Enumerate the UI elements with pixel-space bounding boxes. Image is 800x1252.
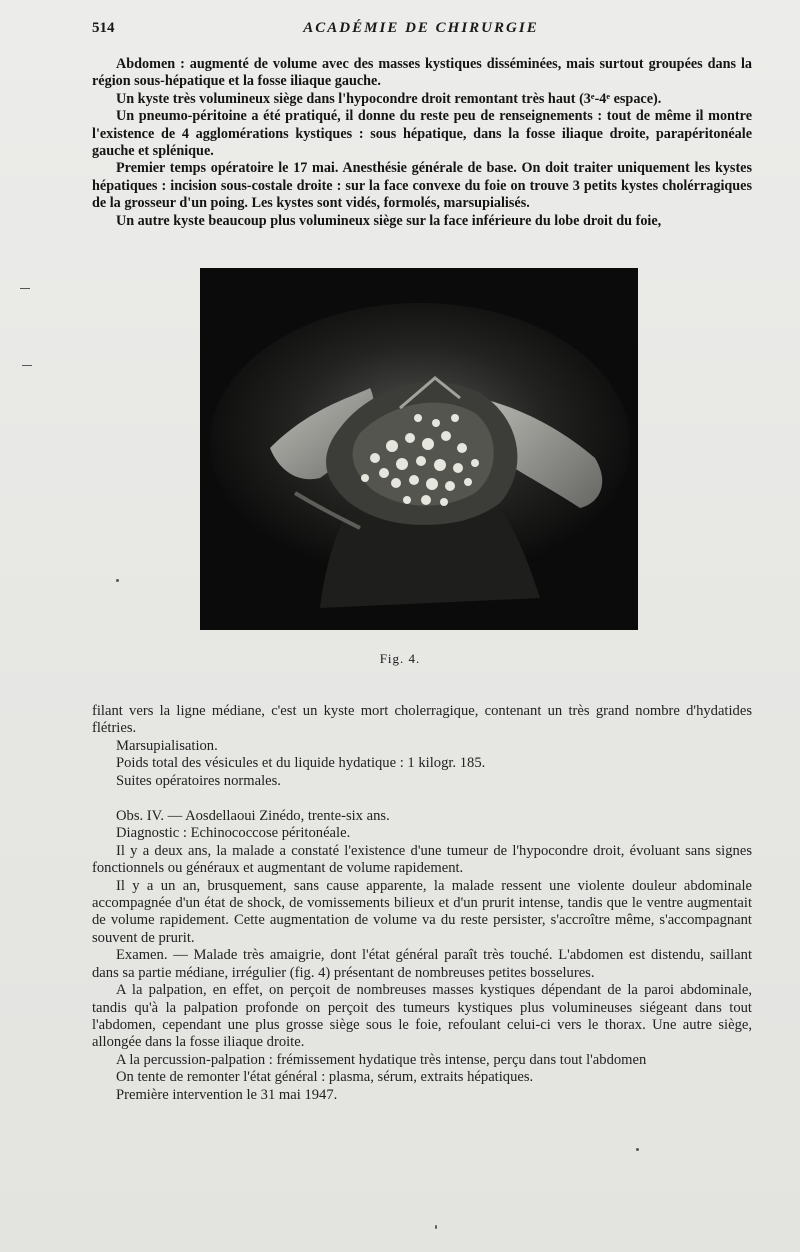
figure-photograph [200,268,638,630]
running-title: ACADÉMIE DE CHIRURGIE [303,20,539,36]
abdomen-photo-illustration [200,268,638,630]
paragraph-percussion: A la percussion-palpation : frémissement hydatique très intense, perçu dans tout l'abdomen [116,1051,647,1068]
paragraph-etat-general: On tente de remonter l'état général : plasma, sérum, extraits hépatiques. [116,1069,534,1086]
paragraph-pneumo-peritoine: Un pneumo-péritoine a été pratiqué, il donne du reste peu de renseignements : tout de même il montre l'existence de 4 agglomérations kystiques : sous hépatique, dans la fosse iliaque droite, parapéritonéale gauche et splénique. [92,108,752,160]
scan-speck [435,1225,437,1229]
paragraph-autre-kyste: Un autre kyste beaucoup plus volumineux siège sur la face inférieure du lobe droit du foie, [116,212,662,229]
paragraph-examen: Examen. — Malade très amaigrie, dont l'état général paraît très touché. L'abdomen est distendu, saillant dans sa partie médiane, irrégulier (fig. 4) présentant de nombreuses petites bosselures. [92,947,752,981]
paragraph-kyste-volumineux: Un kyste très volumineux siège dans l'hypocondre droit remontant très haut (3ᵉ-4ᵉ espace). [116,90,662,107]
paragraph-poids-total: Poids total des vésicules et du liquide hydatique : 1 kilogr. 185. [116,755,486,772]
page-header [92,20,750,44]
scan-speck [22,365,32,366]
paragraph-un-an: Il y a un an, brusquement, sans cause apparente, la malade ressent une violente douleur abdominale accompagnée d'un état de shock, de vomissements bilieux et d'un prurit intense, tandis que le ventre augmentait de volume rapidement. Cette augmentation de volume va du reste persister, s'accroître même, s'accompagnant souvent de prurit. [92,877,752,946]
paragraph-diagnostic: Diagnostic : Echinococcose péritonéale. [116,825,351,842]
paragraph-filant: filant vers la ligne médiane, c'est un kyste mort cholerragique, contenant un très grand nombre d'hydatides flétries. [92,703,752,737]
scan-speck [116,579,119,582]
paragraph-abdomen: Abdomen : augmenté de volume avec des masses kystiques disséminées, mais surtout groupées dans la région sous-hépatique et la fosse iliaque gauche. [92,56,752,90]
paragraph-deux-ans: Il y a deux ans, la malade a constaté l'existence d'une tumeur de l'hypocondre droit, évoluant sans signes fonctionnels ou généraux et augmentant de volume rapidement. [92,842,752,877]
paragraph-premier-temps: Premier temps opératoire le 17 mai. Anesthésie générale de base. On doit traiter uniquement les kystes hépatiques : incision sous-costale droite : sur la face convexe du foie on trouve 3 petits kystes cholérragiques de la grosseur d'un poing. Les kystes sont vidés, formolés, marsupialisés. [92,160,752,212]
figure-caption: Fig. 4. [379,651,421,666]
paragraph-suites: Suites opératoires normales. [116,772,281,789]
paragraph-obs-iv: Obs. IV. — Aosdellaoui Zinédo, trente-six ans. [116,808,390,825]
page-number: 514 [92,20,115,36]
paragraph-marsupialisation: Marsupialisation. [116,737,218,754]
paragraph-palpation: A la palpation, en effet, on perçoit de nombreuses masses kystiques dépendant de la paroi abdominale, tandis qu'à la palpation profonde on perçoit des tumeurs kystiques plus volumineuses siégeant dans tout l'abdomen, cependant une plus grosse siège sous le foie, refoulant celui-ci vers le thorax. Une autre siège, allongée dans la fosse iliaque droite. [92,982,752,1051]
middle-text-block [92,703,752,1104]
paragraph-premiere-intervention: Première intervention le 31 mai 1947. [116,1086,338,1103]
scan-speck [20,288,30,289]
top-text-block [92,56,752,230]
scan-speck [636,1148,639,1151]
